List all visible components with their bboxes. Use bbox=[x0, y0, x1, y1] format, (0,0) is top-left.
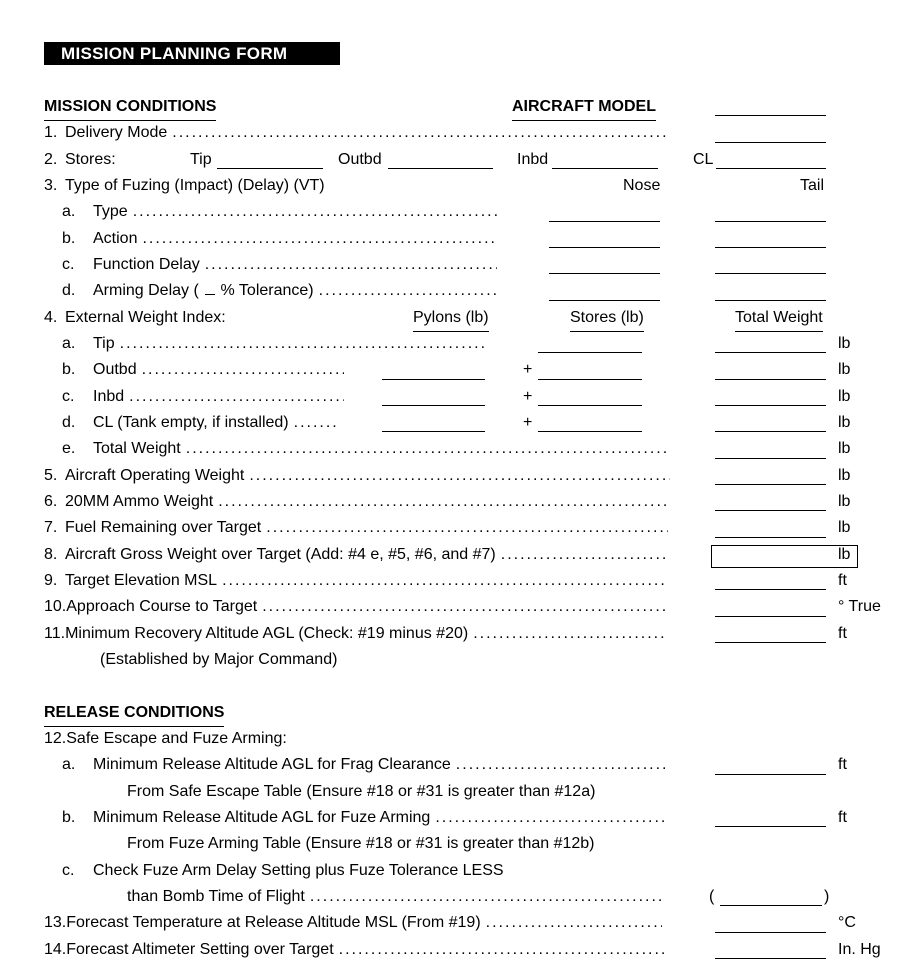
unit-label: lb bbox=[838, 335, 851, 352]
item-number: 1. bbox=[44, 124, 58, 142]
unit-label: ft bbox=[838, 572, 847, 589]
item-label: External Weight Index: bbox=[65, 308, 226, 326]
row-fuel-remaining bbox=[0, 515, 898, 541]
row-fuze-type bbox=[0, 199, 898, 225]
stores-outbd-label: Outbd bbox=[338, 150, 382, 168]
row-external-weight-index bbox=[0, 305, 898, 331]
stores-cl-blank[interactable] bbox=[716, 168, 826, 169]
item-label: Minimum Recovery Altitude AGL (Check: #19 minus #20) bbox=[65, 624, 469, 642]
stores-inbd-blank[interactable] bbox=[552, 168, 658, 169]
row-safe-escape bbox=[0, 726, 898, 752]
item-number: 9. bbox=[44, 572, 58, 589]
dotted-leader bbox=[486, 910, 662, 936]
unit-label: ft bbox=[838, 756, 847, 774]
row-label-group bbox=[0, 463, 670, 489]
row-label-group bbox=[0, 226, 497, 252]
stores-tip-label: Tip bbox=[190, 150, 212, 168]
row-label-group bbox=[0, 436, 670, 462]
item-letter: c. bbox=[62, 256, 75, 273]
unit-label: ° True bbox=[838, 598, 881, 616]
open-paren: ( bbox=[709, 888, 715, 905]
item-label: Minimum Release Altitude AGL for Frag Clearance bbox=[93, 756, 451, 774]
row-label-group bbox=[0, 647, 337, 673]
note-label: From Safe Escape Table (Ensure #18 or #31 is greater than #12a) bbox=[127, 782, 596, 800]
row-label-group bbox=[0, 726, 287, 752]
dotted-leader bbox=[172, 120, 668, 146]
dotted-leader bbox=[319, 278, 497, 304]
row-check-fuze-arm-delay bbox=[0, 858, 898, 884]
function-delay-nose-blank[interactable] bbox=[549, 273, 660, 274]
item-number: 4. bbox=[44, 308, 58, 326]
plus-sign: + bbox=[523, 414, 533, 431]
item-number: 7. bbox=[44, 519, 58, 537]
row-min-release-frag bbox=[0, 752, 898, 778]
row-function-delay bbox=[0, 252, 898, 278]
item-label: CL (Tank empty, if installed) bbox=[93, 414, 289, 431]
fuze-type-tail-blank[interactable] bbox=[715, 221, 826, 222]
item-number: 13. bbox=[44, 914, 67, 932]
item-number: 14. bbox=[44, 940, 67, 958]
item-label: Forecast Altimeter Setting over Target bbox=[66, 940, 334, 958]
item-label: Minimum Release Altitude AGL for Fuze Arming bbox=[93, 809, 431, 826]
row-label-group bbox=[0, 805, 668, 831]
arming-delay-nose-blank[interactable] bbox=[549, 300, 660, 301]
item-label: Check Fuze Arm Delay Setting plus Fuze Tolerance LESS bbox=[93, 861, 504, 879]
ewi-total-weight-blank[interactable] bbox=[715, 458, 826, 459]
forecast-temperature-blank[interactable] bbox=[715, 932, 826, 933]
delivery-mode-blank[interactable] bbox=[715, 142, 826, 143]
item-number: 10. bbox=[44, 598, 67, 616]
item-label: Outbd bbox=[93, 361, 137, 379]
row-label-group bbox=[0, 568, 668, 594]
item-label: Type bbox=[93, 203, 128, 221]
row-stores bbox=[0, 147, 898, 173]
ewi-tip-stores-blank[interactable] bbox=[538, 352, 642, 353]
item-label: Tip bbox=[93, 335, 115, 352]
min-recovery-altitude-blank[interactable] bbox=[715, 642, 826, 643]
item-number: 2. bbox=[44, 150, 58, 168]
ewi-cl-stores-blank[interactable] bbox=[538, 431, 642, 432]
item-label: Action bbox=[93, 229, 138, 247]
item-number: 5. bbox=[44, 466, 58, 484]
row-ewi-tip bbox=[0, 331, 898, 357]
row-aircraft-operating-weight bbox=[0, 463, 898, 489]
dotted-leader bbox=[339, 937, 668, 963]
item-number: 8. bbox=[44, 545, 58, 563]
row-label-group bbox=[0, 410, 337, 436]
item-label: Function Delay bbox=[93, 256, 200, 273]
row-ewi-cl bbox=[0, 410, 898, 436]
dotted-leader bbox=[501, 542, 668, 568]
ewi-tip-total-blank[interactable] bbox=[715, 352, 826, 353]
item-label: Delivery Mode bbox=[65, 124, 168, 142]
aircraft-operating-weight-blank[interactable] bbox=[715, 484, 826, 485]
unit-label: lb bbox=[838, 466, 851, 484]
row-label-group bbox=[0, 120, 668, 146]
stores-inbd-label: Inbd bbox=[517, 150, 549, 168]
item-letter: a. bbox=[62, 756, 76, 774]
dotted-leader bbox=[133, 199, 497, 225]
item-label: Approach Course to Target bbox=[66, 598, 258, 616]
function-delay-tail-blank[interactable] bbox=[715, 273, 826, 274]
unit-label: lb bbox=[838, 440, 851, 458]
bomb-time-of-flight-blank[interactable] bbox=[720, 905, 822, 906]
dotted-leader bbox=[142, 226, 497, 252]
unit-label: In. Hg bbox=[838, 940, 881, 958]
dotted-leader bbox=[266, 515, 668, 541]
row-label-group bbox=[0, 884, 665, 910]
mission-conditions-heading: MISSION CONDITIONS bbox=[44, 94, 216, 121]
min-release-frag-blank[interactable] bbox=[715, 774, 826, 775]
tolerance-blank[interactable] bbox=[205, 282, 215, 295]
row-ewi-inbd bbox=[0, 384, 898, 410]
dotted-leader bbox=[249, 463, 670, 489]
row-label-group bbox=[0, 910, 662, 936]
item-label: Inbd bbox=[93, 387, 125, 405]
arming-delay-tail-blank[interactable] bbox=[715, 300, 826, 301]
item-label: Total Weight bbox=[93, 440, 181, 458]
ewi-outbd-stores-blank[interactable] bbox=[538, 379, 642, 380]
plus-sign: + bbox=[523, 361, 533, 379]
item-label: Stores: bbox=[65, 150, 116, 168]
ewi-cl-total-blank[interactable] bbox=[715, 431, 826, 432]
row-label-group bbox=[0, 305, 380, 331]
dotted-leader bbox=[473, 621, 668, 647]
dotted-leader bbox=[186, 436, 670, 462]
item-label: Aircraft Operating Weight bbox=[65, 466, 245, 484]
row-label-group bbox=[0, 752, 668, 778]
dotted-leader bbox=[129, 384, 344, 410]
fuze-action-tail-blank[interactable] bbox=[715, 247, 826, 248]
row-approach-course bbox=[0, 594, 898, 620]
stores-column-header: Stores (lb) bbox=[570, 305, 644, 332]
row-fuze-arming-table-note bbox=[0, 831, 898, 857]
note-label: From Fuze Arming Table (Ensure #18 or #31 is greater than #12b) bbox=[127, 835, 595, 853]
unit-label: °C bbox=[838, 914, 856, 932]
row-label-group bbox=[0, 489, 667, 515]
row-label-group bbox=[0, 621, 668, 647]
dotted-leader bbox=[218, 489, 667, 515]
item-letter: b. bbox=[62, 229, 76, 247]
row-label-group bbox=[0, 937, 668, 963]
release-conditions-heading: RELEASE CONDITIONS bbox=[44, 700, 224, 727]
row-delivery-mode bbox=[0, 120, 898, 146]
item-label-post: % Tolerance) bbox=[220, 282, 314, 300]
item-label: Forecast Temperature at Release Altitude MSL (From #19) bbox=[66, 914, 481, 932]
ewi-inbd-total-blank[interactable] bbox=[715, 405, 826, 406]
item-letter: d. bbox=[62, 414, 76, 431]
row-label-group bbox=[0, 331, 484, 357]
nose-column-header: Nose bbox=[623, 177, 661, 194]
row-label-group bbox=[0, 252, 497, 278]
approach-course-blank[interactable] bbox=[715, 616, 826, 617]
row-label-group bbox=[0, 278, 497, 304]
row-ewi-outbd bbox=[0, 357, 898, 383]
item-letter: e. bbox=[62, 440, 76, 458]
item-letter: a. bbox=[62, 335, 76, 352]
row-major-command-note bbox=[0, 647, 898, 673]
total-weight-column-header: Total Weight bbox=[735, 305, 823, 332]
unit-label: lb bbox=[838, 519, 851, 537]
ewi-outbd-total-blank[interactable] bbox=[715, 379, 826, 380]
item-letter: c. bbox=[62, 387, 75, 405]
ewi-cl-pylons-blank[interactable] bbox=[382, 431, 485, 432]
row-label-group bbox=[0, 542, 668, 568]
aircraft-model-blank[interactable] bbox=[715, 115, 826, 116]
ewi-inbd-pylons-blank[interactable] bbox=[382, 405, 485, 406]
dotted-leader bbox=[222, 568, 668, 594]
row-label-group bbox=[0, 831, 595, 857]
aircraft-model-label: AIRCRAFT MODEL bbox=[512, 94, 656, 121]
row-ewi-total-weight bbox=[0, 436, 898, 462]
item-label-pre: Arming Delay ( bbox=[93, 282, 199, 300]
dotted-leader bbox=[294, 410, 337, 436]
item-number: 3. bbox=[44, 177, 58, 194]
unit-label: ft bbox=[838, 624, 847, 642]
dotted-leader bbox=[310, 884, 665, 910]
row-fuze-action bbox=[0, 226, 898, 252]
stores-outbd-blank[interactable] bbox=[388, 168, 493, 169]
ewi-outbd-pylons-blank[interactable] bbox=[382, 379, 485, 380]
row-gross-weight bbox=[0, 542, 898, 568]
dotted-leader bbox=[262, 594, 668, 620]
note-label: (Established by Major Command) bbox=[100, 651, 338, 668]
unit-label: lb bbox=[838, 493, 851, 510]
row-ammo-weight bbox=[0, 489, 898, 515]
item-letter: b. bbox=[62, 361, 76, 379]
row-label-group bbox=[0, 594, 668, 620]
row-bomb-time-of-flight bbox=[0, 884, 898, 910]
dotted-leader bbox=[142, 357, 344, 383]
row-forecast-temperature bbox=[0, 910, 898, 936]
row-min-recovery-altitude bbox=[0, 621, 898, 647]
dotted-leader bbox=[456, 752, 668, 778]
item-letter: c. bbox=[62, 861, 75, 879]
forecast-altimeter-blank[interactable] bbox=[715, 958, 826, 959]
stores-cl-label: CL bbox=[693, 150, 714, 168]
item-label: Safe Escape and Fuze Arming: bbox=[66, 730, 287, 747]
note-label: than Bomb Time of Flight bbox=[127, 888, 305, 905]
tail-column-header: Tail bbox=[800, 177, 825, 194]
min-release-fuze-blank[interactable] bbox=[715, 826, 826, 827]
item-letter: d. bbox=[62, 282, 76, 300]
close-paren: ) bbox=[824, 888, 830, 905]
item-number: 11. bbox=[44, 624, 66, 642]
row-target-elevation bbox=[0, 568, 898, 594]
ammo-weight-blank[interactable] bbox=[715, 510, 826, 511]
row-label-group bbox=[0, 515, 668, 541]
fuze-action-nose-blank[interactable] bbox=[549, 247, 660, 248]
row-label-group bbox=[0, 384, 344, 410]
mission-heading-row bbox=[0, 94, 898, 120]
row-label-group bbox=[0, 199, 497, 225]
unit-label: ft bbox=[838, 809, 847, 826]
row-label-group bbox=[0, 858, 504, 884]
pylons-column-header: Pylons (lb) bbox=[413, 305, 489, 332]
row-label-group bbox=[0, 173, 640, 199]
unit-label: lb bbox=[838, 545, 851, 563]
row-arming-delay bbox=[0, 278, 898, 304]
release-heading-row bbox=[0, 700, 898, 726]
item-label: Fuel Remaining over Target bbox=[65, 519, 262, 537]
unit-label: lb bbox=[838, 387, 851, 405]
row-label-group bbox=[0, 147, 180, 173]
row-forecast-altimeter bbox=[0, 937, 898, 963]
unit-label: lb bbox=[838, 361, 851, 379]
row-min-release-fuze bbox=[0, 805, 898, 831]
form-title: MISSION PLANNING FORM bbox=[61, 44, 288, 63]
stores-tip-blank[interactable] bbox=[217, 168, 323, 169]
gross-weight-box[interactable] bbox=[711, 545, 858, 568]
dotted-leader bbox=[205, 252, 497, 278]
item-number: 6. bbox=[44, 493, 58, 510]
item-label: Type of Fuzing (Impact) (Delay) (VT) bbox=[65, 177, 325, 194]
item-letter: a. bbox=[62, 203, 76, 221]
item-label: Aircraft Gross Weight over Target (Add: #4 e, #5, #6, and #7) bbox=[65, 545, 496, 563]
ewi-inbd-stores-blank[interactable] bbox=[538, 405, 642, 406]
fuel-remaining-blank[interactable] bbox=[715, 537, 826, 538]
row-label-group bbox=[0, 779, 595, 805]
row-label-group bbox=[0, 357, 344, 383]
item-number: 12. bbox=[44, 730, 67, 747]
fuze-type-nose-blank[interactable] bbox=[549, 221, 660, 222]
target-elevation-blank[interactable] bbox=[715, 589, 826, 590]
row-safe-escape-table-note bbox=[0, 779, 898, 805]
item-label: 20MM Ammo Weight bbox=[65, 493, 214, 510]
form-title-bar bbox=[44, 42, 340, 65]
row-type-of-fuzing bbox=[0, 173, 898, 199]
plus-sign: + bbox=[523, 387, 533, 405]
unit-label: lb bbox=[838, 414, 851, 431]
dotted-leader bbox=[120, 331, 484, 357]
item-letter: b. bbox=[62, 809, 76, 826]
dotted-leader bbox=[435, 805, 668, 831]
item-label: Target Elevation MSL bbox=[65, 572, 218, 589]
